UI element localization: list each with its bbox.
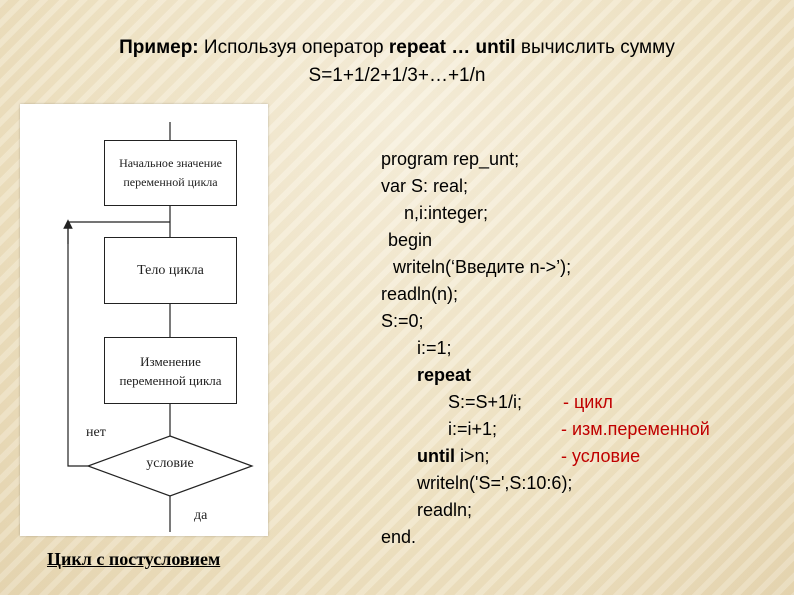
- code-line-4: begin: [388, 230, 433, 250]
- until-keyword: until: [417, 446, 455, 466]
- code-line-15: end.: [381, 527, 417, 547]
- box-loop-body: Тело цикла: [104, 237, 237, 304]
- title-line-1: [0, 34, 794, 62]
- code-line-7: S:=0;: [381, 311, 424, 331]
- comment-condition: - условие: [561, 446, 641, 466]
- code-line-2: var S: real;: [381, 176, 469, 196]
- title-text-2: вычислить сумму: [515, 37, 675, 58]
- no-label: нет: [86, 425, 106, 440]
- code-line-8: i:=1;: [417, 338, 452, 358]
- title-keyword: repeat … until: [388, 37, 516, 58]
- code-line-3: n,i:integer;: [404, 203, 489, 223]
- comment-loop: - цикл: [563, 392, 613, 412]
- code-line-5: writeln(‘Введите n->’);: [393, 257, 572, 277]
- condition-label: условие: [146, 456, 194, 471]
- code-line-11: i:=i+1;: [448, 419, 498, 439]
- code-line-13: writeln('S=',S:10:6);: [417, 473, 573, 493]
- slide-title: [0, 34, 794, 90]
- code-line-6: readln(n);: [381, 284, 459, 304]
- until-condition: i>n;: [455, 446, 490, 466]
- title-formula: S=1+1/2+1/3+…+1/n: [308, 65, 486, 86]
- diagram-caption: Цикл с постусловием: [47, 549, 221, 569]
- title-prefix: Пример:: [119, 37, 199, 58]
- title-text-1: Используя оператор: [198, 37, 389, 58]
- code-line-1: program rep_unt;: [381, 149, 520, 169]
- yes-label: да: [194, 508, 208, 523]
- code-line-12: [417, 443, 490, 469]
- flowchart-diagram: [20, 104, 268, 536]
- code-line-14: readln;: [417, 500, 473, 520]
- code-line-9: repeat: [417, 365, 472, 385]
- box-variable-change: Изменение переменной цикла: [104, 337, 237, 404]
- comment-var-change: - изм.переменной: [561, 419, 710, 439]
- box-initial-value: Начальное значение переменной цикла: [104, 140, 237, 206]
- code-line-10: S:=S+1/i;: [448, 392, 523, 412]
